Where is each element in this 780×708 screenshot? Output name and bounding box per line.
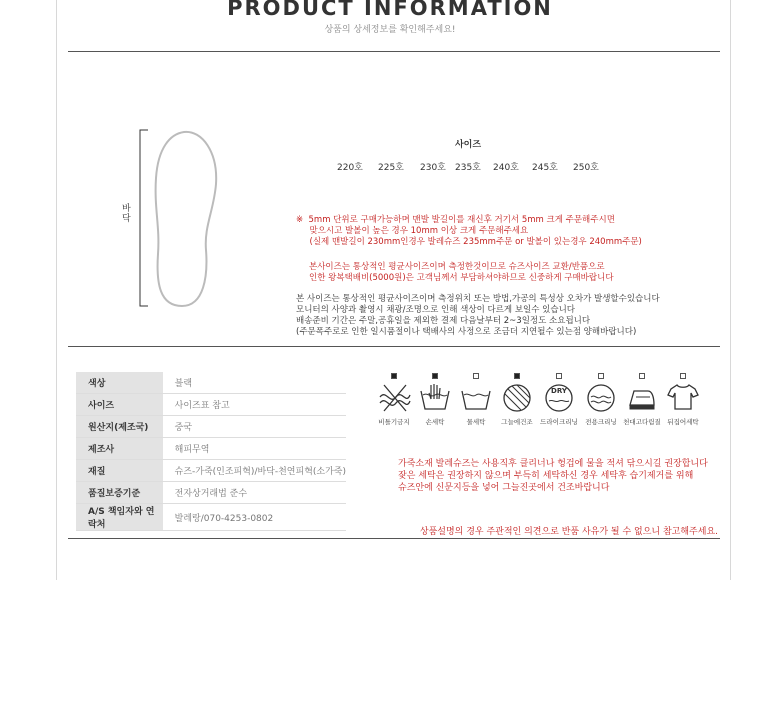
dry-text: DRY [551,387,567,395]
care-check-indicator [639,373,645,379]
header-divider [68,51,720,52]
care-item [621,373,663,426]
spec-key: 제조사 [76,438,163,460]
spec-value: 사이즈표 참고 [163,394,346,416]
spec-key: 원산지(제조국) [76,416,163,438]
dry-clean-icon [541,381,577,413]
spec-value: 전자상거래법 준수 [163,482,346,504]
spec-key: 색상 [76,372,163,394]
page-subtitle: 상품의 상세정보를 확인해주세요! [324,25,456,35]
shade-dry-icon [499,381,535,413]
care-item [538,373,580,426]
size-order-note: ※ 5mm 단위로 구매가능하며 맨발 발길이를 재신후 거기서 5mm 크게 주문해주시면 맞으시고 발볼이 높은 경우 10mm 이상 크게 주문해주세요 (실제 맨발길이 230mm인경우 발레슈즈 235mm주문 or 발볼이 있는경우 240mm주문) [296,215,642,247]
care-label: 전용크리닝 [585,418,617,426]
size-label: 240호 [493,163,519,173]
footer-divider [68,538,720,539]
spec-value: 발레랑/070-4253-0802 [163,504,346,531]
machine-wash-icon [458,381,494,413]
care-check-indicator [432,373,438,379]
care-check-indicator [473,373,479,379]
spec-key: 재질 [76,460,163,482]
spec-value: 블랙 [163,372,346,394]
footer-note: 상품설명의 경우 주관적인 의견으로 반품 사유가 될 수 없으니 참고해주세요. [419,527,718,537]
foot-label: 바닥 [122,204,131,224]
table-row [76,482,346,504]
length-bracket [140,130,148,306]
size-label: 230호 [420,163,446,173]
care-check-indicator [556,373,562,379]
sole-outline-illustration [120,126,230,312]
table-row [76,372,346,394]
spec-key: 사이즈 [76,394,163,416]
spec-table [76,372,346,531]
care-check-indicator [680,373,686,379]
care-label: 천대고다림질 [623,418,661,426]
care-item [496,373,538,426]
page-title: PRODUCT INFORMATION [227,0,553,20]
size-label: 245호 [532,163,558,173]
care-label: 드라이크리닝 [540,418,578,426]
care-item [580,373,622,426]
right-border [730,0,731,580]
care-check-indicator [391,373,397,379]
care-item [373,373,415,426]
left-border [56,0,57,580]
spec-value: 중국 [163,416,346,438]
size-label: 220호 [337,163,363,173]
spec-key: A/S 책임자와 연락처 [76,504,163,531]
care-check-indicator [598,373,604,379]
care-item [662,373,704,426]
exchange-note: 본사이즈는 통상적인 평균사이즈이며 측정한것이므로 슈즈사이즈 교환/반품으로 인한 왕복택배비(5000원)은 고객님께서 부담하셔야하므로 신중하게 구매바랍니다 [309,262,614,283]
size-heading: 사이즈 [454,140,482,150]
table-row [76,416,346,438]
spec-key: 품질보증기준 [76,482,163,504]
hand-wash-icon [417,381,453,413]
care-note: 가죽소재 발레슈즈는 사용직후 클리너나 헝겁에 물을 적셔 닦으시길 권장합니다 잦은 세탁은 권장하지 않으며 부득히 세탁하신 경우 세탁후 습기제거를 위해 슈즈안에 신문지등을 넣어 그늘진곳에서 건조바랍니다 [398,459,708,493]
size-label: 225호 [378,163,404,173]
care-item [414,373,456,426]
general-info-note: 본 사이즈는 통상적인 평균사이즈이며 측정위치 또는 방법,가공의 특성상 오차가 발생할수있습니다 모니터의 사양과 촬영시 채광/조명으로 인해 색상이 다르게 보일수 있습니다 배송준비 기간은 주말,공휴일을 제외한 결제 다음날부터 2~3일정도 소요됩니다 (주문폭주로로 인한 일시품절이나 택배사의 사정으로 조금더 지연될수 있는점 양해바랍니다) [296,294,660,337]
no-wring-icon [376,381,412,413]
care-label: 손세탁 [425,418,445,426]
care-check-indicator [514,373,520,379]
table-row [76,460,346,482]
inside-out-icon [665,381,701,413]
care-item [455,373,497,426]
table-row [76,394,346,416]
size-divider [68,346,720,347]
table-row [76,438,346,460]
spec-value: 슈즈-가죽(인조피혁)/바닥-천연피혁(소가죽) [163,460,346,482]
care-label: 비틀기금지 [378,418,410,426]
sole-outline [156,132,217,306]
care-label: 물세탁 [466,418,486,426]
size-label: 250호 [573,163,599,173]
spec-value: 해피무역 [163,438,346,460]
care-label: 그늘에건조 [501,418,533,426]
special-clean-icon [583,381,619,413]
size-label: 235호 [455,163,481,173]
care-label: 뒤집어세탁 [667,418,699,426]
iron-icon [624,381,660,413]
